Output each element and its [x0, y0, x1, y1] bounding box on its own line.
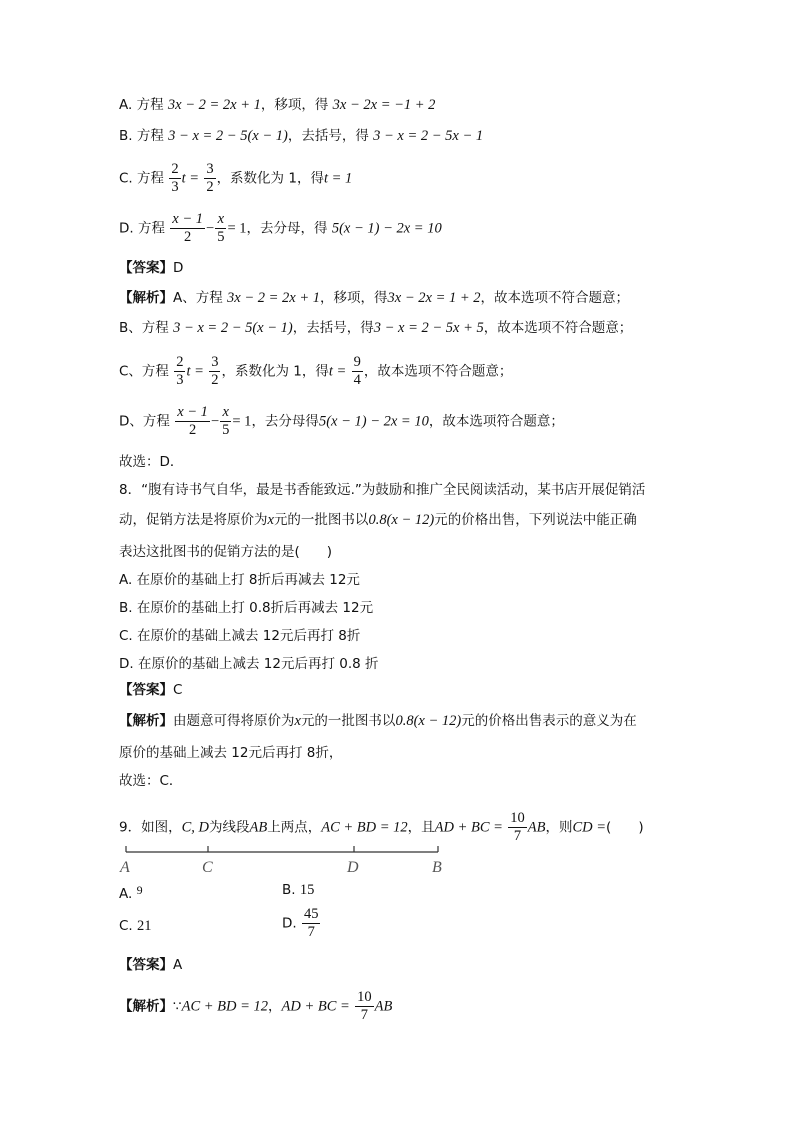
q9-stem: 9．如图，C, D为线段AB上两点，AC + BD = 12，且AD + BC = $\frac{10}{7}$ AB，则CD =( ) [119, 810, 644, 844]
fraction-numerator: 2 [171, 161, 179, 177]
fraction-numerator: x − 1 [177, 404, 208, 420]
fraction-numerator: 9 [353, 354, 361, 370]
q7-option-a: A. 方程 3x − 2 = 2x + 1，移项，得 3x − 2x = −1 + 2 [119, 97, 436, 113]
fraction-numerator: x − 1 [172, 211, 204, 227]
q9-answer: 【答案】A [119, 957, 183, 973]
fraction [302, 906, 321, 941]
fraction-denominator: 2 [184, 229, 192, 245]
q7-analysis-a: 【解析】A、方程 3x − 2 = 2x + 1，移项，得3x − 2x = 1 + 2，故本选项不符合题意； [119, 290, 630, 306]
line-segment-figure [118, 842, 458, 878]
q8-option-a: A. 在原价的基础上打 8折后再减去 12元 [119, 572, 360, 588]
q8-stem-line2: 动，促销方法是将原价为x元的一批图书以0.8(x − 12)元的价格出售，下列说法中能正确 [119, 512, 637, 528]
fraction [204, 161, 215, 196]
fraction [209, 354, 220, 389]
q9-option-c: C. 21 [119, 918, 152, 934]
fraction-denominator: 3 [176, 372, 184, 388]
q9-option-d: D. $\frac{45}{7}$ [282, 906, 319, 940]
q7-analysis-c: C、方程 $\frac{2}{3}$ t = $\frac{3}{2}$ ，系数化为 1，得t = $\frac{9}{4}$ ，故本选项不符合题意； [119, 354, 513, 388]
point-a-label: A [120, 859, 130, 876]
q7-choose: 故选：D． [119, 454, 184, 470]
q9-option-a: A. 9 [119, 883, 143, 902]
fraction-denominator: 7 [307, 924, 315, 940]
q7-analysis-d: D、方程 $\frac{x - 1}{2}$ − $\frac{x}{5}$ = 1，去分母得5(x − 1) − 2x = 10，故本选项符合题意； [119, 404, 564, 438]
q8-answer: 【答案】C [119, 682, 183, 698]
q8-stem-line1: 8．“腹有诗书气自华，最是书香能致远.”为鼓励和推广全民阅读活动，某书店开展促销活 [119, 482, 646, 498]
q8-analysis-line2: 原价的基础上减去 12元后再打 8折， [119, 745, 343, 761]
q8-stem-line3: 表达这批图书的促销方法的是( ) [119, 544, 333, 560]
fraction-denominator: 7 [360, 1007, 369, 1023]
point-b-label: B [432, 859, 442, 876]
q8-option-b: B. 在原价的基础上打 0.8折后再减去 12元 [119, 600, 374, 616]
fraction-denominator: 3 [171, 179, 179, 195]
fraction-numerator: 10 [510, 810, 525, 826]
fraction-numerator: 3 [206, 161, 214, 177]
fraction-denominator: 4 [353, 372, 361, 388]
fraction [169, 161, 180, 196]
fraction-numerator: 2 [176, 354, 184, 370]
fraction [220, 404, 231, 439]
fraction [175, 404, 210, 439]
q7-option-d: D. 方程 $\frac{x - 1}{2}$ − $\frac{x}{5}$ = 1，去分母，得 5(x − 1) − 2x = 10 [119, 211, 442, 245]
fraction [215, 211, 226, 246]
fraction-numerator: x [220, 404, 231, 422]
point-c-label: C [202, 859, 213, 876]
fraction [355, 989, 374, 1024]
q8-analysis-line1: 【解析】由题意可得将原价为x元的一批图书以0.8(x − 12)元的价格出售表示的意义为在 [119, 713, 637, 729]
q7-answer: 【答案】D [119, 260, 184, 276]
fraction-denominator: 5 [217, 229, 225, 245]
fraction-numerator: 3 [211, 354, 219, 370]
fraction-denominator: 7 [513, 828, 522, 844]
q7-option-c: C. 方程 $\frac{2}{3}$ t = $\frac{3}{2}$ ，系数化为 1，得t = 1 [119, 161, 353, 195]
q7-option-b: B. 方程 3 − x = 2 − 5(x − 1)，去括号，得 3 − x = 2 − 5x − 1 [119, 128, 484, 144]
q9-option-b: B. 15 [282, 882, 315, 898]
fraction-denominator: 2 [206, 179, 214, 195]
q8-option-c: C. 在原价的基础上减去 12元后再打 8折 [119, 628, 361, 644]
fraction [174, 354, 185, 389]
fraction-numerator: 45 [303, 906, 319, 922]
fraction [508, 810, 527, 845]
fraction [352, 354, 363, 389]
q8-choose: 故选：C． [119, 773, 183, 789]
fraction-denominator: 2 [211, 372, 219, 388]
fraction-numerator: 10 [357, 989, 372, 1005]
fraction-denominator: 2 [188, 422, 197, 438]
fraction-numerator: x [215, 211, 226, 229]
fraction [170, 211, 205, 246]
q8-option-d: D. 在原价的基础上减去 12元后再打 0.8 折 [119, 656, 379, 672]
fraction-denominator: 5 [222, 422, 230, 438]
q7-analysis-b: B、方程 3 − x = 2 − 5(x − 1)，去括号，得3 − x = 2 − 5x + 5，故本选项不符合题意； [119, 320, 633, 336]
point-d-label: D [347, 859, 359, 876]
q9-analysis: 【解析】∵AC + BD = 12，AD + BC = $\frac{10}{7}$ AB [119, 989, 393, 1023]
